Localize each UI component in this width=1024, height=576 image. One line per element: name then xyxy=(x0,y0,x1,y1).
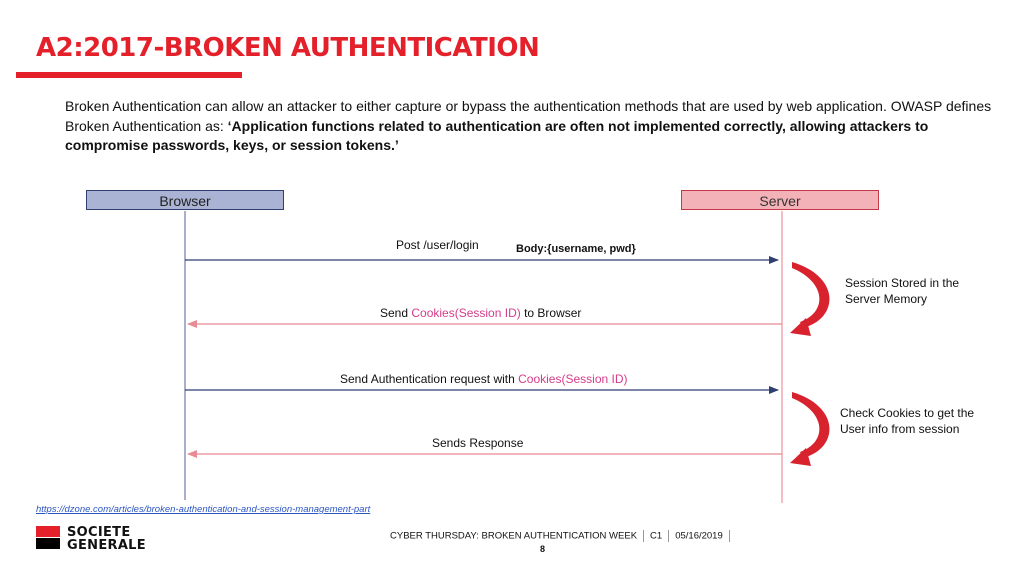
browser-lane-header: Browser xyxy=(86,190,284,210)
footer-event: CYBER THURSDAY: BROKEN AUTHENTICATION WEEK xyxy=(390,530,638,542)
logo-text-line1: SOCIETE xyxy=(67,525,131,540)
session-stored-note-line1: Session Stored in the xyxy=(845,276,960,290)
auth-request-message-label xyxy=(340,372,628,386)
cookies-message-prefix: Send xyxy=(380,306,412,320)
session-store-curved-arrow xyxy=(790,262,830,336)
cookies-message-label xyxy=(380,306,581,320)
intro-normal-text: Broken Authentication can allow an attacker to either capture or bypass the authentication methods that are used by web application. OWASP defines Broken Authentication as: xyxy=(65,98,992,134)
footer-separator xyxy=(643,530,644,542)
footer-separator xyxy=(729,530,730,542)
auth-session-id-highlight: Cookies(Session ID) xyxy=(518,372,628,386)
check-cookies-note-line1: Check Cookies to get the xyxy=(840,406,975,420)
response-message-label: Sends Response xyxy=(432,436,524,450)
logo-text-line2: GENERALE xyxy=(67,538,146,553)
check-cookies-note-line2: User info from session xyxy=(840,421,960,436)
session-stored-note-line2: Server Memory xyxy=(845,291,928,306)
page-number: 8 xyxy=(540,544,546,554)
check-cookies-curved-arrow xyxy=(790,392,830,466)
source-link[interactable]: https://dzone.com/articles/broken-authentication-and-session-management-part xyxy=(36,504,371,515)
login-message-label: Post /user/login xyxy=(396,238,479,252)
logo-black-block xyxy=(36,538,60,549)
logo-red-block xyxy=(36,526,60,537)
slide-footer xyxy=(390,530,736,542)
auth-request-prefix: Send Authentication request with xyxy=(340,372,519,386)
footer-classification: C1 xyxy=(650,530,663,542)
check-cookies-note xyxy=(840,406,974,437)
cookies-session-id-highlight: Cookies(Session ID) xyxy=(411,306,521,320)
server-lane-header: Server xyxy=(681,190,879,210)
footer-separator xyxy=(668,530,669,542)
cookies-message-suffix: to Browser xyxy=(520,306,582,320)
slide-title: A2:2017-BROKEN AUTHENTICATION xyxy=(36,33,540,63)
intro-bold-definition: ‘Application functions related to authentication are often not implemented correctly, allowing attackers to compromise passwords, keys, or session tokens.’ xyxy=(65,117,929,153)
footer-date: 05/16/2019 xyxy=(675,530,723,542)
login-body-label: Body:{username, pwd} xyxy=(516,243,636,255)
session-stored-note xyxy=(845,276,959,307)
